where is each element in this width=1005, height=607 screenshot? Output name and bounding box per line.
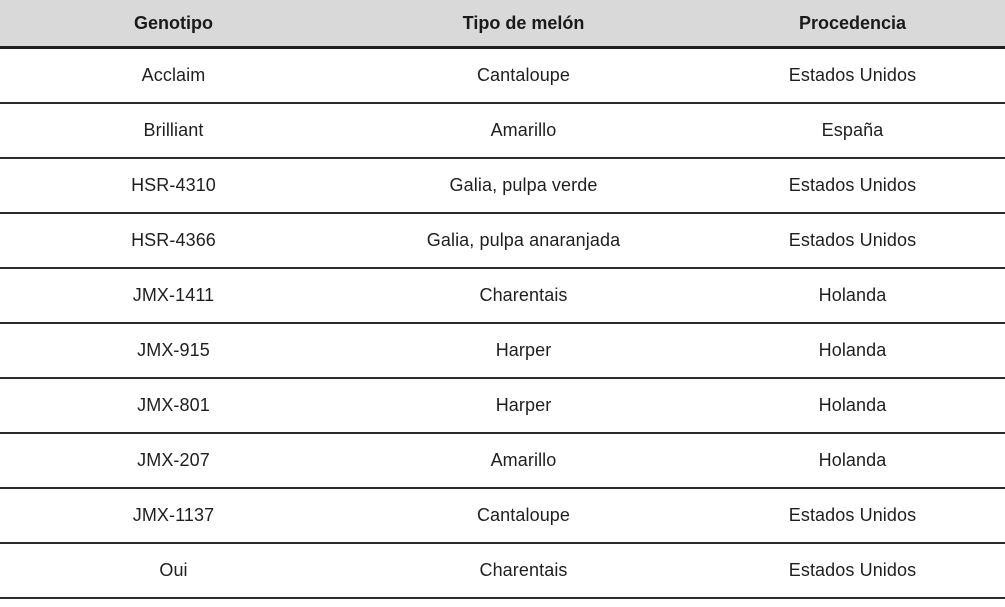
cell-procedencia: Estados Unidos	[700, 48, 1005, 104]
cell-tipo: Cantaloupe	[347, 488, 700, 543]
cell-procedencia: Estados Unidos	[700, 543, 1005, 598]
cell-procedencia: Holanda	[700, 433, 1005, 488]
table-row	[0, 213, 1005, 268]
table-row	[0, 488, 1005, 543]
cell-procedencia: Holanda	[700, 323, 1005, 378]
table-row	[0, 103, 1005, 158]
table-row	[0, 158, 1005, 213]
table-row	[0, 433, 1005, 488]
cell-tipo: Amarillo	[347, 433, 700, 488]
cell-procedencia: Holanda	[700, 268, 1005, 323]
cell-tipo: Cantaloupe	[347, 48, 700, 104]
cell-genotipo: Oui	[0, 543, 347, 598]
cell-procedencia: Estados Unidos	[700, 213, 1005, 268]
cell-procedencia: Estados Unidos	[700, 488, 1005, 543]
table-row	[0, 268, 1005, 323]
column-header-tipo-de-melon: Tipo de melón	[347, 0, 700, 48]
cell-tipo: Charentais	[347, 268, 700, 323]
table-row	[0, 543, 1005, 598]
table-body	[0, 48, 1005, 599]
cell-tipo: Charentais	[347, 543, 700, 598]
cell-genotipo: JMX-1411	[0, 268, 347, 323]
cell-tipo: Harper	[347, 323, 700, 378]
cell-procedencia: Estados Unidos	[700, 158, 1005, 213]
cell-genotipo: Brilliant	[0, 103, 347, 158]
cell-tipo: Galia, pulpa anaranjada	[347, 213, 700, 268]
cell-genotipo: Acclaim	[0, 48, 347, 104]
cell-genotipo: JMX-801	[0, 378, 347, 433]
cell-genotipo: JMX-915	[0, 323, 347, 378]
cell-genotipo: HSR-4366	[0, 213, 347, 268]
table-row	[0, 48, 1005, 104]
cell-genotipo: JMX-1137	[0, 488, 347, 543]
cell-genotipo: JMX-207	[0, 433, 347, 488]
table-header	[0, 0, 1005, 48]
table-row	[0, 323, 1005, 378]
column-header-procedencia: Procedencia	[700, 0, 1005, 48]
cell-procedencia: Holanda	[700, 378, 1005, 433]
column-header-genotipo: Genotipo	[0, 0, 347, 48]
cell-tipo: Harper	[347, 378, 700, 433]
cell-procedencia: España	[700, 103, 1005, 158]
table-row	[0, 378, 1005, 433]
header-row	[0, 0, 1005, 48]
cell-genotipo: HSR-4310	[0, 158, 347, 213]
cell-tipo: Amarillo	[347, 103, 700, 158]
cell-tipo: Galia, pulpa verde	[347, 158, 700, 213]
